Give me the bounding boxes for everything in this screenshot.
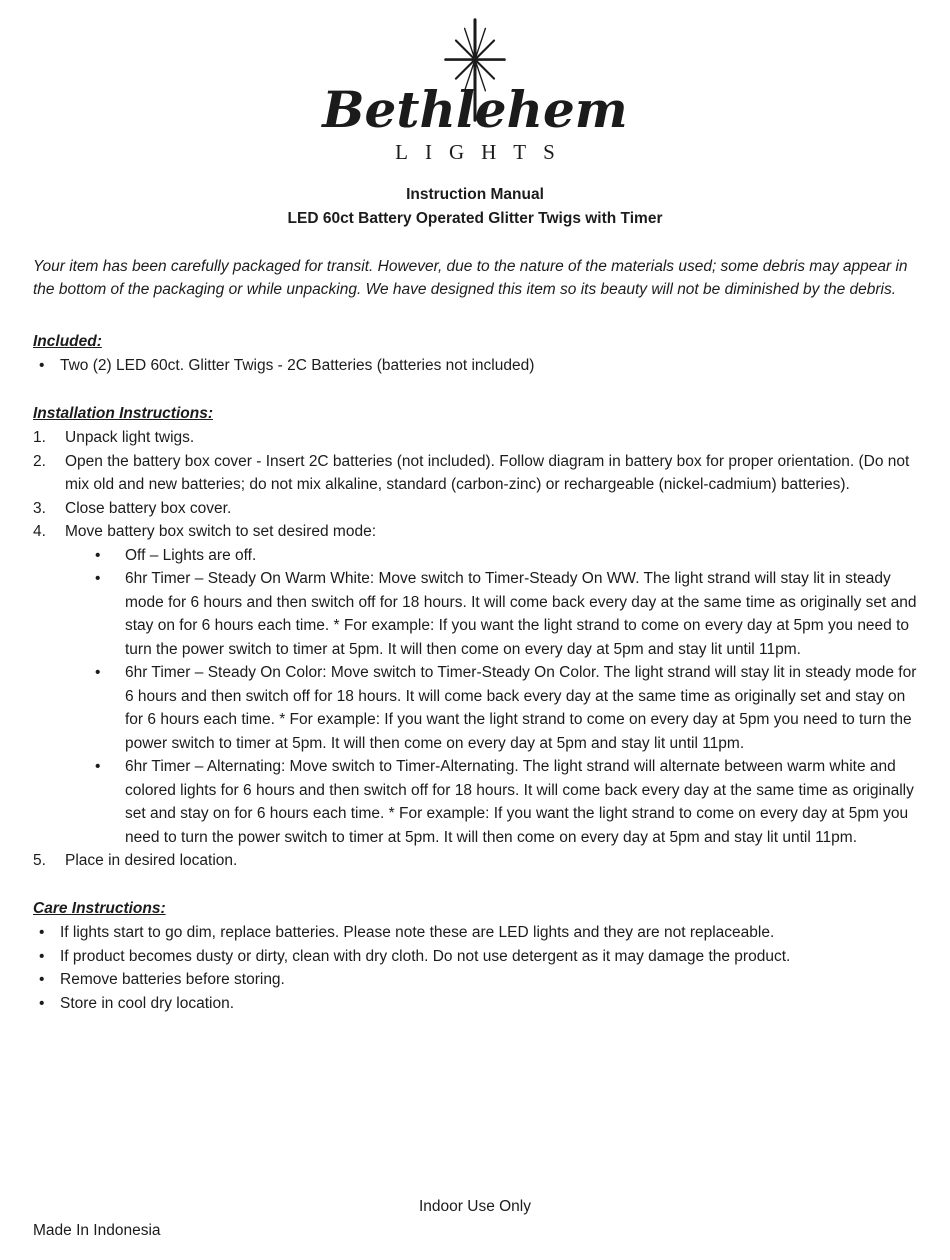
mode-option-text: Off – Lights are off. (125, 546, 257, 564)
mode-option (33, 544, 917, 568)
step-number: 4. (33, 523, 46, 540)
bullet-icon: • (95, 664, 101, 681)
manual-title: Instruction Manual (406, 185, 544, 203)
step-number: 3. (33, 499, 46, 517)
step-text: Unpack light twigs. (65, 429, 195, 446)
mode-option (33, 567, 917, 661)
care-list-item (33, 921, 917, 945)
installation-step (33, 450, 917, 497)
step-text: Move battery box switch to set desired mode: (65, 523, 377, 540)
mode-option (33, 661, 917, 755)
indoor-use-note: Indoor Use Only (419, 1198, 531, 1215)
title-block (33, 183, 917, 231)
mode-option (33, 755, 917, 849)
included-item-text: Two (2) LED 60ct. Glitter Twigs - 2C Batteries (batteries not included) (60, 357, 535, 374)
step-number: 2. (33, 452, 46, 470)
step-number: 1. (33, 429, 46, 446)
bullet-icon: • (95, 546, 101, 564)
included-heading: Included: (33, 332, 102, 350)
brand-lights-text: LIGHTS (395, 140, 572, 164)
step-text: Open the battery box cover - Insert 2C batteries (not included). Follow diagram in battery box for proper orientation. (Do not mix old and new batteries; do not mix alkaline, standard (carbon-zinc) or rechargeable (nickel-cadmium) batteries). (65, 452, 910, 493)
care-heading: Care Instructions: (33, 899, 166, 917)
care-list-item (33, 945, 917, 969)
bullet-icon: • (39, 357, 45, 374)
installation-step (33, 497, 917, 521)
care-item-text: Store in cool dry location. (60, 994, 235, 1012)
step-text: Place in desired location. (65, 852, 238, 869)
installation-step (33, 520, 917, 544)
bullet-icon: • (95, 758, 101, 775)
mode-option-text: 6hr Timer – Steady On Color: Move switch to Timer-Steady On Color. The light strand will stay lit in steady mode for 6 hours and then switch off for 18 hours. It will come back every day at the same time as originally set and stay on for 6 hours each time. * For example: If you want the light strand to come on every day at 5pm you need to turn the power switch to timer at 5pm. It will then come on every day at 5pm and stay lit until 11pm. (125, 664, 917, 752)
intro-paragraph: Your item has been carefully packaged for transit. However, due to the nature of the materials used; some debris may appear in the bottom of the packaging or while unpacking. We have designed this item so its beauty will not be diminished by the debris. (33, 257, 908, 298)
made-in-note: Made In Indonesia (33, 1222, 161, 1239)
bullet-icon: • (39, 994, 45, 1012)
included-list-item (33, 354, 917, 378)
care-section (33, 897, 917, 1016)
mode-option-text: 6hr Timer – Steady On Warm White: Move switch to Timer-Steady On WW. The light strand will stay lit in steady mode for 6 hours and then switch off for 18 hours. It will come back every day at the same time as originally set and stay on for 6 hours each time. * For example: If you want the light strand to come on every day at 5pm you need to turn the power switch to timer at 5pm. It will then come on every day at 5pm and stay lit until 11pm. (125, 570, 917, 658)
bullet-icon: • (39, 947, 45, 965)
brand-logo (33, 18, 917, 167)
installation-step (33, 426, 917, 450)
brand-name-text: Bethlehem (322, 80, 628, 139)
care-item-text: Remove batteries before storing. (60, 971, 285, 988)
bullet-icon: • (39, 924, 45, 941)
installation-heading: Installation Instructions: (33, 404, 213, 422)
installation-section (33, 402, 917, 873)
step-number: 5. (33, 852, 46, 869)
step-text: Close battery box cover. (65, 499, 232, 517)
care-list-item (33, 968, 917, 992)
included-section (33, 330, 917, 378)
care-list-item (33, 992, 917, 1016)
bullet-icon: • (95, 570, 101, 587)
product-title: LED 60ct Battery Operated Glitter Twigs with Timer (287, 209, 663, 227)
brand-logo-inner (322, 18, 627, 164)
care-item-text: If product becomes dusty or dirty, clean with dry cloth. Do not use detergent as it may damage the product. (60, 947, 791, 965)
bullet-icon: • (39, 971, 45, 988)
care-item-text: If lights start to go dim, replace batteries. Please note these are LED lights and they are not replaceable. (60, 924, 775, 941)
installation-step (33, 849, 917, 873)
mode-option-text: 6hr Timer – Alternating: Move switch to Timer-Alternating. The light strand will alternate between warm white and colored lights for 6 hours and then switch off for 18 hours. It will come back every day at the same time as originally set and stay on for 6 hours each time. * For example: If you want the light strand to come on every day at 5pm you need to turn the power switch to timer at 5pm. It will then come on every day at 5pm and stay lit until 11pm. (125, 758, 914, 846)
